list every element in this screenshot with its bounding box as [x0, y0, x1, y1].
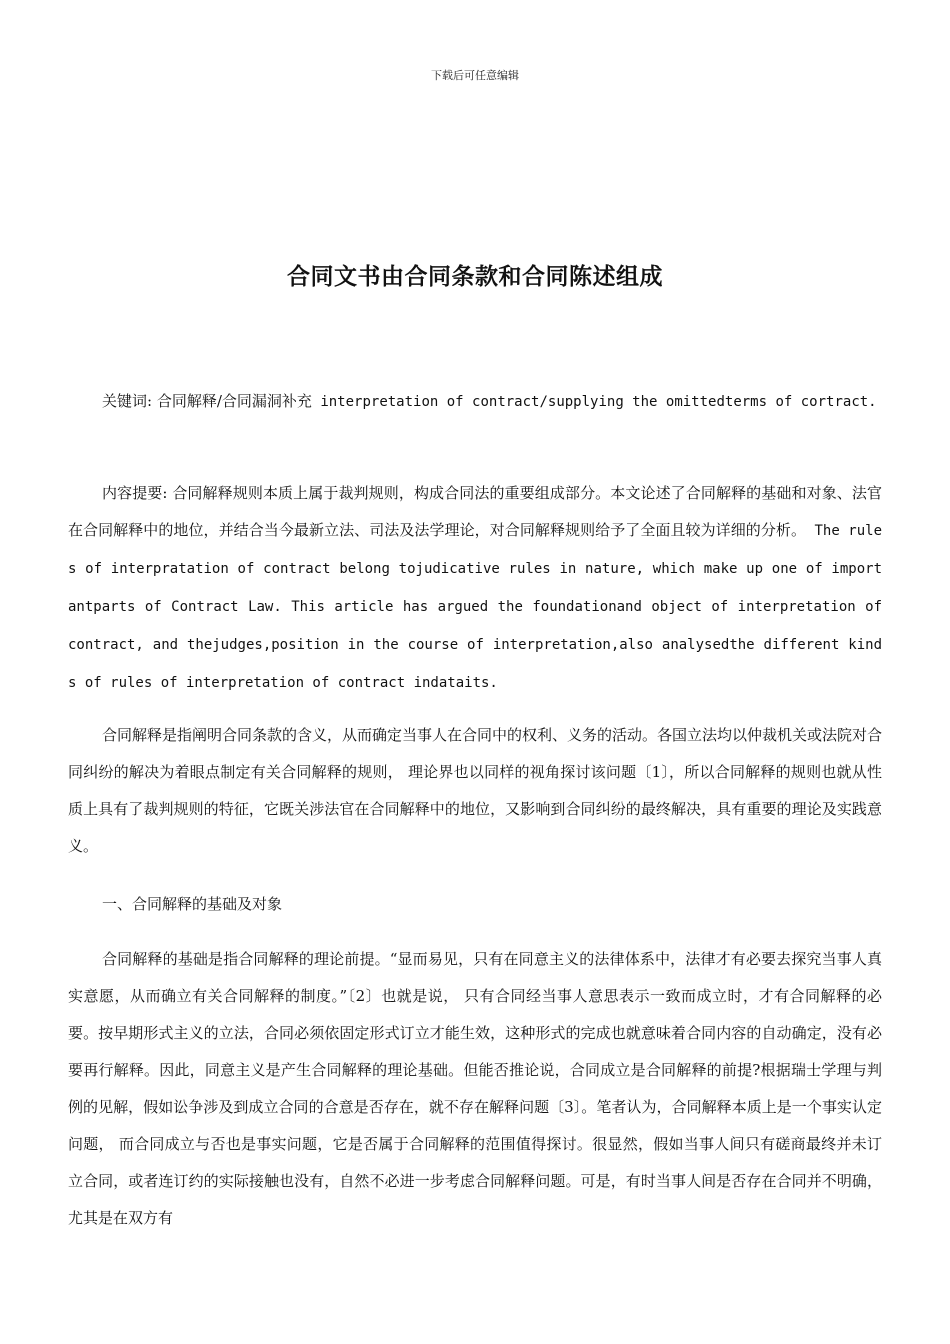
basis-paragraph: 合同解释的基础是指合同解释的理论前提。“显而易见，只有在同意主义的法律体系中，法律才有必要去探究当事人真实意愿，从而确立有关合同解释的制度。”〔2〕也就是说， 只有合同经当事人意思表示一致而成立时，才有合同解释的必要。按早期形式主义的立法，合同必须依固定形式订立才能生效，这种形式的完成也就意味着合同内容的自动确定，没有必要再行解释。因此，同意主义是产生合同解释的理论基础。但能否推论说，合同成立是合同解释的前提?根据瑞士学理与判例的见解，假如讼争涉及到成立合同的合意是否存在，就不存在解释问题〔3〕。笔者认为，合同解释本质上是一个事实认定问题， 而合同成立与否也是事实问题，它是否属于合同解释的范围值得探讨。很显然，假如当事人间只有磋商最终并未订立合同，或者连订约的实际接触也没有，自然不必进一步考虑合同解释问题。可是，有时当事人间是否存在合同并不明确，尤其是在双方有 — [68, 950, 882, 1227]
abstract-paragraph — [68, 475, 882, 702]
keywords-english: interpretation of contract/supplying the omittedterms of cortract. — [311, 394, 877, 410]
abstract-chinese: 内容提要: 合同解释规则本质上属于裁判规则，构成合同法的重要组成部分。本文论述了合同解释的基础和对象、法官在合同解释中的地位，并结合当今最新立法、司法及法学理论，对合同解释规则给予了全面且较为详细的分析。 — [68, 484, 882, 539]
keywords-paragraph — [68, 383, 882, 421]
keywords-label: 关键词: 合同解释/合同漏洞补充 — [102, 392, 312, 410]
document-title: 合同文书由合同条款和合同陈述组成 — [287, 264, 663, 290]
header-note: 下载后可任意编辑 — [431, 69, 519, 82]
abstract-english: The rules of interpratation of contract belong tojudicative rules in nature, which make up one of importantparts of Contract Law. This article has argued the foundationand object of interpretation of contract, and thejudges,position in the course of interpretation,also analysedthe different kinds of rules of interpretation of contract indataits. — [68, 523, 882, 691]
section-heading: 一、合同解释的基础及对象 — [102, 895, 283, 913]
intro-paragraph: 合同解释是指阐明合同条款的含义，从而确定当事人在合同中的权利、义务的活动。各国立法均以仲裁机关或法院对合同纠纷的解决为着眼点制定有关合同解释的规则， 理论界也以同样的视角探讨该问题〔1〕，所以合同解释的规则也就从性质上具有了裁判规则的特征，它既关涉法官在合同解释中的地位，又影响到合同纠纷的最终解决，具有重要的理论及实践意义。 — [68, 726, 883, 855]
